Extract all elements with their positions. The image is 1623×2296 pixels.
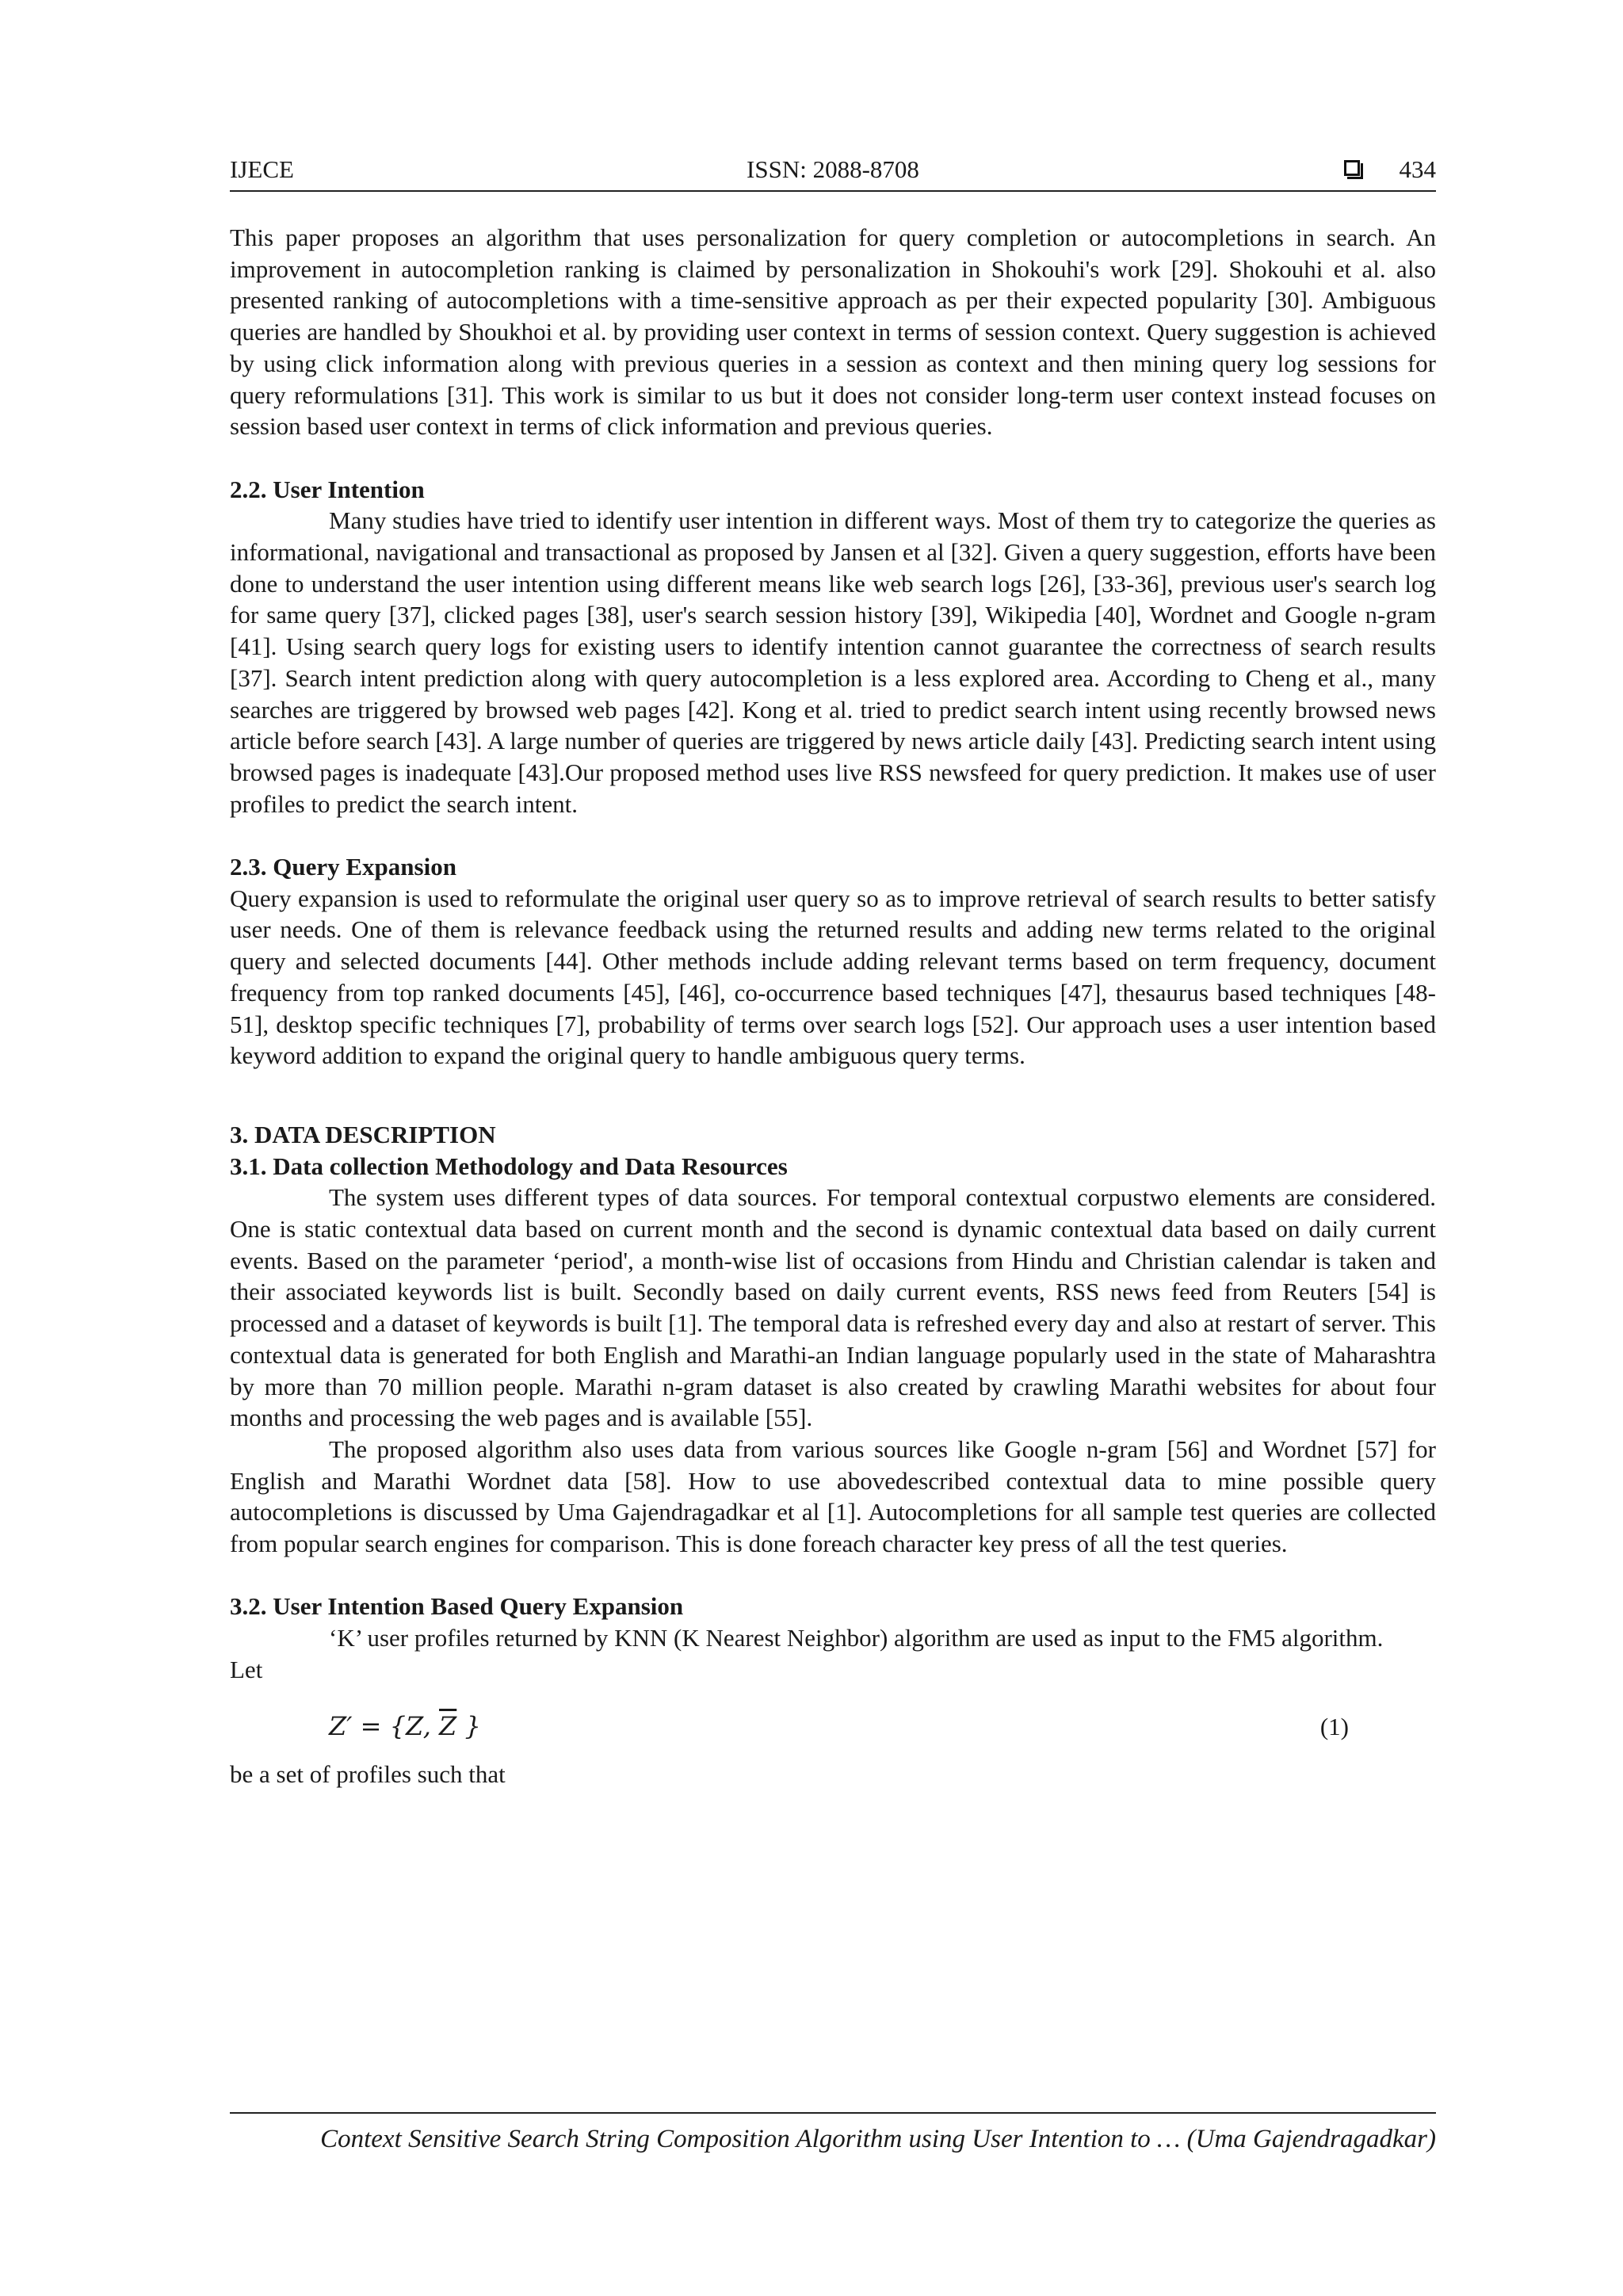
page-body	[230, 222, 1436, 1790]
let-text: Let	[230, 1655, 263, 1683]
page-number: 434	[1399, 155, 1436, 183]
section-2-2-paragraph: Many studies have tried to identify user intention in different ways. Most of them try to categorize the queries as informational, navigational and transactional as proposed by Jansen et al [32]. Given a query suggestion, efforts have been done to understand the user intention using different means like web search logs [26], [33-36], previous user's search log for same query [37], clicked pages [38], user's search session history [39], Wikipedia [40], Wordnet and Google n-gram [41]. Using search query logs for existing users to identify intention cannot guarantee the correctness of search results [37]. Search intent prediction along with query autocompletion is a less explored area. According to Cheng et al., many searches are triggered by browsed web pages [42]. Kong et al. tried to predict search intent using recently browsed news article before search [43]. A large number of queries are triggered by news article daily [43]. Predicting search intent using browsed pages is inadequate [43].Our proposed method uses live RSS newsfeed for query prediction. It makes use of user profiles to predict the search intent.	[230, 506, 1436, 818]
issn: ISSN: 2088-8708	[747, 155, 919, 183]
section-2-2-heading: 2.2. User Intention	[230, 475, 425, 503]
equation-number: (1)	[1319, 1712, 1349, 1740]
page-header	[230, 154, 1436, 192]
section-3-heading: 3. DATA DESCRIPTION	[230, 1120, 496, 1148]
section-3-1-paragraph-2: The proposed algorithm also uses data from various sources like Google n-gram [56] and Wordnet [57] for English and Marathi Wordnet data [58]. How to use abovedescribed contextual data to mine possible query autocompletions is discussed by Uma Gajendragadkar et al [1]. Autocompletions for all sample test queries are collected from popular search engines for comparison. This is done foreach character key press of all the test queries.	[230, 1435, 1436, 1558]
section-3-1-heading: 3.1. Data collection Methodology and Data Resources	[230, 1152, 788, 1180]
equation-1	[230, 1702, 1436, 1759]
footer-text: Context Sensitive Search String Composition Algorithm using User Intention to … (Uma Gajendragadkar)	[320, 2125, 1436, 2153]
equation-rhs: }	[456, 1710, 481, 1741]
after-equation-text: be a set of profiles such that	[230, 1759, 506, 1788]
intro-paragraph: This paper proposes an algorithm that uses personalization for query completion or autocompletions in search. An improvement in autocompletion ranking is claimed by personalization in Shokouhi's work [29]. Shokouhi et al. also presented ranking of autocompletions with a time-sensitive approach as per their expected popularity [30]. Ambiguous queries are handled by Shoukhoi et al. by providing user context in terms of session context. Query suggestion is achieved by using click information along with previous queries in a session as context and then mining query log sessions for query reformulations [31]. This work is similar to us but it does not consider long-term user context instead focuses on session based user context in terms of click information and previous queries.	[230, 223, 1436, 441]
journal-name: IJECE	[230, 155, 294, 183]
section-2-3-paragraph: Query expansion is used to reformulate the original user query so as to improve retrieval of search results to better satisfy user needs. One of them is relevance feedback using the returned results and adding new terms related to the original query and selected documents [44]. Other methods include adding relevant terms based on term frequency, document frequency from top ranked documents [45], [46], co-occurrence based techniques [47], thesaurus based techniques [48- 51], desktop specific techniques [7], probability of terms over search logs [52]. Our approach uses a user intention based keyword addition to expand the original query to handle ambiguous query terms.	[230, 884, 1436, 1070]
section-2-3-heading: 2.3. Query Expansion	[230, 853, 456, 881]
page-footer	[230, 2112, 1436, 2154]
square-bullet-icon	[1344, 160, 1360, 176]
section-3-2-paragraph: ‘K’ user profiles returned by KNN (K Nearest Neighbor) algorithm are used as input to the FM5 algorithm.	[329, 1624, 1384, 1652]
section-3-2-heading: 3.2. User Intention Based Query Expansion	[230, 1592, 684, 1621]
section-3-1-paragraph-1: The system uses different types of data sources. For temporal contextual corpustwo elements are considered. One is static contextual data based on current month and the second is dynamic contextual data based on daily current events. Based on the parameter ‘period', a month-wise list of occasions from Hindu and Christian calendar is taken and their associated keywords list is built. Secondly based on daily current events, RSS news feed from Reuters [54] is processed and a dataset of keywords is built [1]. The temporal data is refreshed every day and also at restart of server. This contextual data is generated for both English and Marathi-an Indian language popularly used in the state of Maharashtra by more than 70 million people. Marathi n-gram dataset is also created by crawling Marathi websites for about four months and processing the web pages and is available [55].	[230, 1183, 1436, 1432]
equation-lhs: Z′ = {Z,	[329, 1710, 440, 1741]
equation-expression	[329, 1711, 481, 1743]
equation-bar-term: $\overline{Z}$	[439, 1710, 457, 1741]
